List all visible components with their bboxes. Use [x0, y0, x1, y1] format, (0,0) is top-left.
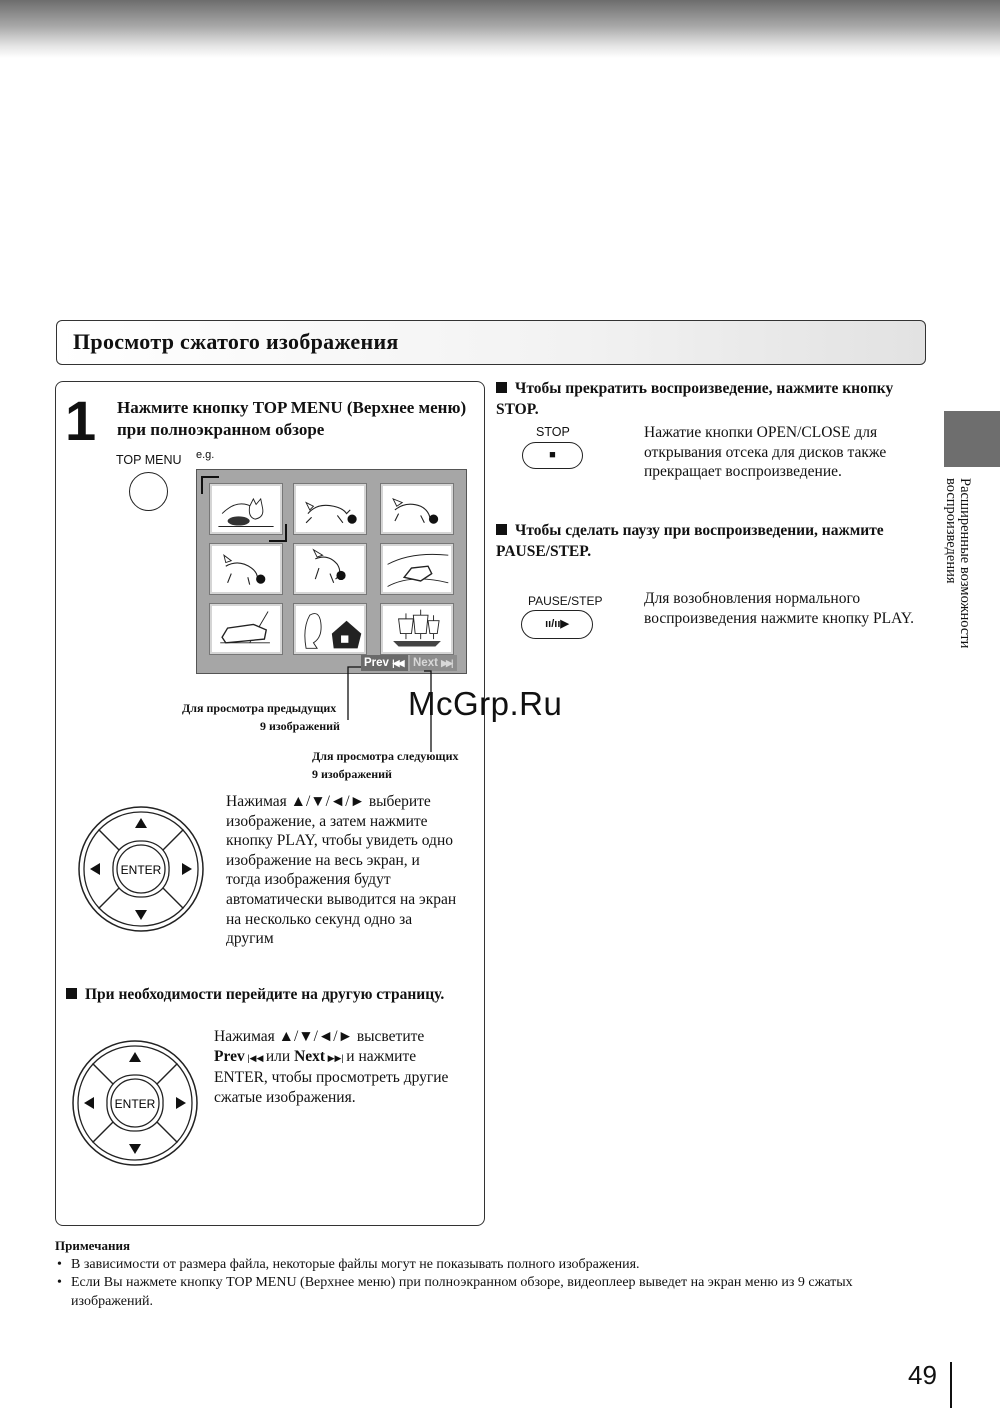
prev-word: Prev: [214, 1047, 245, 1065]
pause-text: Для возобновления нормального воспроизведения нажмите кнопку PLAY.: [644, 590, 914, 627]
watermark: McGrp.Ru: [408, 685, 563, 722]
stop-text: Нажатие кнопки OPEN/CLOSE для открывания отсека для дисков также прекращает воспроизведение.: [644, 424, 887, 481]
chapter-tab-label: [938, 478, 978, 678]
stop-button[interactable]: [522, 442, 583, 469]
next-word: Next: [294, 1047, 326, 1065]
step-number: 1: [65, 389, 97, 452]
caption-next-line2: 9 изображений: [312, 767, 392, 781]
pause-step-icon: ıı/ıı▶: [545, 618, 569, 630]
page-number: 49: [908, 1360, 937, 1390]
square-bullet-icon: [496, 524, 507, 535]
section-title-box: [56, 320, 926, 365]
skip-back-icon: |◀◀: [244, 1052, 266, 1063]
stop-button-label: STOP: [536, 425, 570, 439]
stop-heading: Чтобы прекратить воспроизведение, нажмите кнопку STOP.: [496, 380, 894, 418]
thumbnail-car-road[interactable]: [381, 544, 453, 594]
thumbnail-cat-ball-4[interactable]: [294, 544, 366, 594]
notes-title: Примечания: [55, 1238, 130, 1253]
thumbnail-sailing-ship[interactable]: [381, 604, 453, 654]
square-bullet-icon: [66, 988, 77, 999]
section-title: Просмотр сжатого изображения: [73, 329, 399, 354]
direction-pad-1[interactable]: [76, 804, 206, 934]
caption-prev-line1: Для просмотра предыдущих: [182, 701, 337, 715]
chapter-tab-line1: Расширенные возможности: [957, 478, 973, 649]
chapter-tab-marker: [944, 411, 1000, 467]
enter-key-label: ENTER: [120, 863, 162, 877]
pause-button-label: PAUSE/STEP: [528, 594, 603, 608]
top-menu-button[interactable]: [129, 472, 168, 511]
thumbnail-cat-bowl[interactable]: [210, 484, 282, 534]
thumbnail-cat-ball-3[interactable]: [210, 544, 282, 594]
direction-pad-2[interactable]: [70, 1038, 200, 1168]
skip-forward-icon: ▶▶|: [325, 1052, 347, 1063]
next-tag-label: Next: [413, 657, 438, 669]
page-change-instructions: Нажимая ▲/▼/◄/► высветите Prev |◀◀ или Next ▶▶| и нажмите ENTER, чтобы просмотреть другие сжатые изображения.: [214, 1028, 449, 1106]
page-header-bar: [0, 0, 1000, 58]
caption-prev-line2: 9 изображений: [260, 719, 340, 733]
caption-next: [312, 747, 482, 783]
notes-section: [55, 1237, 935, 1311]
step-heading: Нажмите кнопку TOP MENU (Верхнее меню) при полноэкранном обзоре: [117, 398, 467, 439]
select-instructions: Нажимая ▲/▼/◄/► выберите изображение, а затем нажмите кнопку PLAY, чтобы увидеть одно изображение на весь экран, и тогда изображения будут автоматически выводится на экран на несколько секунд одно за другим: [226, 793, 457, 948]
thumbnail-cat-ball-2[interactable]: [381, 484, 453, 534]
caption-next-line1: Для просмотра следующих: [312, 749, 459, 763]
caption-prev: [182, 699, 352, 735]
pause-step-button[interactable]: [521, 610, 593, 639]
pause-heading: Чтобы сделать паузу при воспроизведении, нажмите PAUSE/STEP.: [496, 522, 884, 560]
enter-key-label: ENTER: [114, 1097, 156, 1111]
chapter-tab-line2: воспроизведения: [943, 478, 959, 584]
page-number-rule: [950, 1362, 952, 1408]
skip-forward-icon: ▶▶|: [441, 658, 452, 668]
note-item: • Если Вы нажмете кнопку TOP MENU (Верхнее меню) при полноэкранном обзоре, видеоплеер выведет на экран меню из 9 сжатых изображений.: [55, 1274, 935, 1311]
example-label: e.g.: [196, 449, 215, 461]
top-menu-label: TOP MENU: [116, 453, 182, 467]
thumbnail-car-side[interactable]: [210, 604, 282, 654]
page-change-heading: При необходимости перейдите на другую страницу.: [66, 984, 466, 1005]
note-item: • В зависимости от размера файла, некоторые файлы могут не показывать полного изображения.: [55, 1256, 935, 1275]
thumbnail-house-tree[interactable]: [294, 604, 366, 654]
thumbnail-screen: [196, 469, 467, 674]
prev-tag-label: Prev: [364, 657, 389, 669]
skip-back-icon: |◀◀: [392, 658, 403, 668]
stop-icon: ■: [549, 449, 556, 461]
thumbnail-cat-ball-1[interactable]: [294, 484, 366, 534]
square-bullet-icon: [496, 382, 507, 393]
